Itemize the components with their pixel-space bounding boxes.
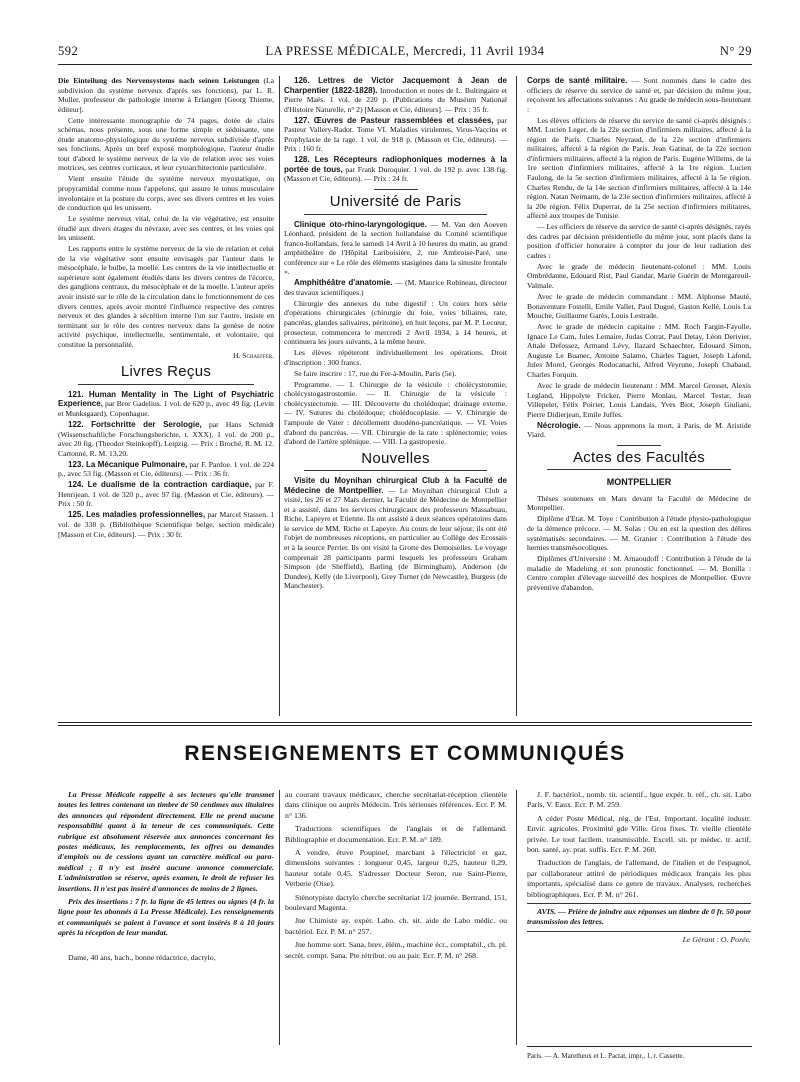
classified-ad: Traductions scientifiques de l'anglais et de l'allemand. Bibliographie et documentation. Ecr. P. M. n° 189. (285, 824, 507, 844)
classified-ad: A vendre, étuve Poupinel, marchant à l'électricité et gaz, dimensions suivantes : longueur 0,45, largeur 0,25, hauteur 0,29, hauteur totale 0,45. S'adresser Docteur Seron, rue Saint-Pierre, Verberie (Oise). (285, 848, 507, 889)
journal-title: LA PRESSE MÉDICALE, Mercredi, 11 Avril 1934 (265, 44, 545, 58)
news-entry: Clinique oto-rhino-laryngologique. — M. Van den Aoeven Léonhard, président de la section hollandaise du Comité scientifique franco-hollandais, fera le samedi 14 Avril à 10 heures du matin, au grand amphithéâtre de l'Hôpital Lariboisière, 2, rue Ambroise-Paré, une conférence sur « Le rôle des éléments stasigènes dans la sinusite frontale ». (284, 219, 507, 277)
printer-imprint: Paris. — A. Maretheux et L. Pactat, impr., 1, r. Cassette. (527, 1052, 685, 1060)
review-paragraph: Le système nerveux vital, celui de la vie végétative, est ensuite étudié aux divers étages du névraxe, avec ses centres, et les voies qui les unissent. (58, 214, 274, 243)
classified-ad: Dame, 40 ans, bach., bonne rédactrice, dactylo, (68, 952, 216, 962)
issue-number: N° 29 (719, 44, 752, 58)
header-rule (58, 64, 752, 65)
review-paragraph: Vient ensuite l'étude du système nerveux myostatique, ou propyramidal comme nous l'appelons, qui assure le tonus musculaire involontaire et la posture du corps, avec ses divers centres et les voies de conduction qui les unissent. (58, 174, 274, 213)
section-rule (58, 725, 752, 726)
military-paragraph: Avec le grade de médecin capitaine : MM. Roch Fargin-Fayolle, Ignace Le Cam, Jules Lemaire, Judas Cotrat, Paul Detay, Léon Derivier, Attale Defossez, Armand Lévy, Ilazard Schaechter, Edouard Simon, Auguste Le Buanec, Antoine Salamo, Charles Taguet, Joseph Lafond, Jules Morel, Georges Rodocanachi, Alfred Veyrune, Joseph Chabaud, Charles Forquin. (527, 322, 751, 379)
course-paragraph: Programme. — I. Chirurgie de la vésicule : cholécystotomie; cholécystogastrostomie. — II. Chirurgie de la vésicule : cholécystectomie. — III. Découverte du cholédoque; drainage externe. — IV. Sutures du cholédoque; cholédocoplasie. — V. Chirurgie de l'ampoule de Vater : décollement duodéno-pancréatique. — VI. Voies d'abord du pancréas. — VII. Chirurgie de la rate : splénectomie; voies d'abord de l'artère splénique. — VIII. La gastropexie. (284, 379, 507, 447)
separator (617, 445, 661, 446)
news-entry: Nécrologie. — Nous apprenons la mort, à Paris, de M. Aristide Viard. (527, 420, 751, 440)
notice-text: La Presse Médicale rappelle à ses lecteurs qu'elle transmet toutes les lettres contenant un timbre de 50 centimes aux titulaires des annonces qui répondent directement. Elle ne prend aucune responsabilité quant à la teneur de ces communiqués. Cette rubrique est absolument réservée aux annonces concernant les postes médicaux, les remplacements, les offres ou demandes d'emplois ou de cessions ayant un caractère médical ou para-médical ; il n'y est inséré aucune annonce commerciale. L'administration se réserve, après examen, le droit de refuser les insertions. Il n'est pas inséré d'annonces de moins de 2 lignes. (58, 790, 274, 893)
book-entry: 127. Œuvres de Pasteur rassemblées et classées, par Pasteur Vallery-Radot. Tome VI. Maladies virulentes, Virus-Vaccins et Prophylaxie de la rage. 1 vol. de 918 p. (Masson et Cie, éditeurs). — Prix : 160 fr. (284, 115, 507, 154)
column-divider (279, 790, 280, 1045)
classified-ad: A céder Poste Médical, rég. de l'Est. Important. localité industr. Envir. agricoles. Proximité gde Ville. Gros fixes. Tr. vieille clientèle privée. Le tout facilem. transmissible. Excell. sit. pr médec. tr. actif, bon. santé, ay. prat. suffis. Ecr. P. M. 260. (527, 813, 751, 855)
renseignements-heading: RENSEIGNEMENTS ET COMMUNIQUÉS (184, 742, 626, 765)
review-intro (58, 76, 274, 114)
review-paragraph: Cette intéressante monographie de 74 pages, dotée de clairs schémas, nous présente, sous une forme simple et séduisante, une étude anatomo-physiologique du système nerveux subdivisée d'après ses fonctions. Après un bref exposé morphologique, l'auteur étudie tout d'abord le système nerveux de la vie de relation avec ses voies motrices, ses centres corticaux, et leur cytoarchitectonie particulière. (58, 115, 274, 173)
book-entry: 126. Lettres de Victor Jacquemont à Jean de Charpentier (1822-1828). Introduction et notes de L. Bultingaire et Pierre Maës. 1 vol. de 220 p. (Publications du Muséum National d'Histoire Naturelle, n° 2) [Masson et Cie, éditeurs]. — Prix : 35 fr. (284, 76, 507, 114)
military-paragraph: — Les officiers de réserve du service de santé ci-après désignés, rayés des cadres par décision présidentielle du même jour, sont placés dans la position d'officier honoraire à compter du jour de leur radiation des cadres : (527, 222, 751, 260)
section-rule (547, 469, 731, 470)
classifieds-column (285, 790, 507, 964)
classified-ad: Jne Chimiste ay. expér. Labo. ch. sit. aide de Labo médic. ou bactériol. Ecr. P. M. n° 257. (285, 916, 507, 936)
military-paragraph: Les élèves officiers de réserve du service de santé ci-après désignés : MM. Lucien Leger, de la 22e section d'infirmiers militaires, affecté à la région de Paris. Charles Neyraud, de la 22e section d'infirmiers militaires, affecté à la région de Paris. Jean Gatinat, de la 22e section d'infirmiers militaires, affecté à la région de Paris. Eugène Willems, de la 1re section d'infirmiers militaires, affecté à la 1re région. Lucien Faulong, de la 5e section d'infirmiers militaires, affecté à la 5e région. Charles Rendu, de la 14e section d'infirmiers militaires, affecté à la 14e région. Natan Neimann, de la 23e section d'infirmiers militaires, affecté à la 20e région. Félix Duperrat, de la 25e section d'infirmiers militaires, affecté aux troupes de Tunisie. (527, 115, 751, 221)
book-entry: 125. Les maladies professionnelles, par Marcel Stassen. 1 vol. de 338 p. (Bibliothèque Scientifique belge, section médicale) [Masson et Cie, éditeurs]. — Prix : 30 fr. (58, 510, 274, 539)
column-3 (527, 76, 751, 716)
military-paragraph: Avec le grade de médecin lieutenant-colonel : MM. Louis Ombrédanne, Edouard Rist, Paul Gandar, Marie Guérin de Montgareuil-Valmale. (527, 261, 751, 290)
page-number: 592 (58, 44, 79, 58)
actes-facultes-heading: Actes des Facultés (572, 448, 706, 466)
gerant-signature: Le Gérant : O. Porée. (682, 934, 751, 944)
column-divider (516, 76, 517, 716)
classified-ad: Traduction de l'anglais, de l'allemand, de l'italien et de l'espagnol, par collaborateur attitré de périodiques médicaux français les plus importants, spécialisé dans ce genre de travaux. Analyses, recherches bibliographiques. Ecr. P. M. n° 261. (527, 858, 751, 899)
faculty-paragraph: Diplômes d'Université : M. Arnaoudoff : Contribution à l'étude de la maladie de Madelung et son pronostic fonctionnel. — M. Bonilla : Centre complet d'élevage surveillé des hospices de Montpellier. Œuvre préventive d'abandon. (527, 554, 751, 592)
book-entry: 128. Les Récepteurs radiophoniques modernes à la portée de tous, par Frank Duroquier. 1 vol. de 192 p. avec 138 fig. (Masson et Cie, éditeurs). — Prix : 24 fr. (284, 155, 507, 184)
column-divider (516, 790, 517, 1045)
separator (374, 189, 418, 190)
course-paragraph: Chirurgie des annexes du tube digestif : Un cours hors série d'opérations chirurgicales (chirurgie du foie, voies biliaires, rate, pancréas, glandes salivaires, péritoine), en huit leçons, par M. P. Lecœur, prosecteur, commencera le mercredi 2 Avril 1934, à 14 heures, et continuera les jours suivants, à la même heure. (284, 298, 507, 347)
classifieds-column (527, 790, 751, 948)
news-entry: Amphithéâtre d'anatomie. — (M. Maurice Robineau, directeur des travaux scientifiques.) (284, 278, 507, 297)
notice-column (58, 790, 274, 966)
classified-ad: Sténotypiste dactylo cherche secrétariat 1/2 journée. Bertrand, 151, boulevard Magenta. (285, 892, 507, 913)
universite-heading: Université de Paris (329, 193, 462, 211)
section-rule (58, 722, 752, 723)
montpellier-heading: MONTPELLIER (606, 477, 672, 488)
book-entry: 121. Human Mentality in The Light of Psychiatric Experience, par Bror Gadelius. 1 vol. de 620 p., avec 49 fig. (Levin et Munksgaard), Copenhague. (58, 389, 274, 418)
review-book-title: Die Einteilung des Nervensystems nach seinen Leistungen (58, 76, 260, 85)
military-paragraph: Avec le grade de médecin commandant : MM. Alphonse Mauté, Bonaventure Fostelli, Emile Vallet, Paul Dugué, Gaston Kellé, Louis La Mouche, Guillaume Garès, Louis Lestrade. (527, 292, 751, 321)
page-header (58, 44, 752, 64)
column-2 (284, 76, 507, 716)
review-signature: H. Schaeffer. (233, 350, 274, 360)
avis-notice: AVIS. — Prière de joindre aux réponses un timbre de 0 fr. 50 pour transmission des lettres. (527, 903, 751, 932)
course-paragraph: Les élèves répéteront individuellement les opérations. Droit d'inscription : 300 francs. (284, 348, 507, 367)
livres-recus-heading: Livres Reçus (120, 363, 212, 381)
pricing-text: Prix des insertions : 7 fr. la ligne de 45 lettres ou signes (4 fr. la ligne pour les abonnés à La Presse Médicale). Les renseignements et communiqués se paient à l'avance et sont insérés 8 à 10 jours après la réception de leur mandat. (58, 897, 274, 938)
section-rule (527, 1046, 752, 1047)
book-entry: 123. La Mécanique Pulmonaire, par F. Pardoe. 1 vol. de 224 p., avec 53 fig. (Masson et Cie, éditeurs). — Prix : 36 fr. (58, 459, 274, 479)
column-divider (279, 76, 280, 716)
book-entry: 122. Fortschritte der Serologie, par Hans Schmidt (Wissenschaftliche Forschungsberichte, t. XXX). 1 vol. de 200 p., avec 20 fig. (Theodor Steinkopff), Leipzig. — Prix : Broché, R. M. 12. Cartonné, R. M. 13,20. (58, 420, 274, 458)
review-paragraph: Les rapports entre le système nerveux de la vie de relation et celui de la vie végétative sont ensuite envisagés par l'auteur dans le mésocéphale, le bulbe, la moelle. Les centres de la vie intellectuelle et supérieure sont également étudiés dans les divers centres de l'écorce, des ganglions centraux, du mésocéphale et de la moelle. L'auteur après avoir insisté sur le rôle de la circulation dans le fonctionnement de ces divers centres, après avoir montré l'influence respective des centres nerveux et des glandes à sécrétion interne l'un sur l'autre, insiste en terminant sur le rôle des centres nerveux dans la genèse de notre activité psychique, intellectuelle, sentimentale, et volontaire, qui constitue la personnalité. (58, 244, 274, 349)
classified-ad: J. F. bactériol., nomb. tit. scientif., lgue expér. b. réf., ch. sit. Labo Paris, V. Eaux. Ecr. P. M. 259. (527, 790, 751, 810)
military-paragraph: Avec le grade de médecin lieutenant : MM. Marcel Grosset, Alexis Legland, Hippolyte Fricker, Pierre Monlau, Marcel Testar, Jean Villepelet, Félix Poirier, Louis Landais, Yves Biot, Joseph Giuliani, Pierre Didierjean, Emile Juffes. (527, 380, 751, 419)
nouvelles-heading: Nouvelles (361, 449, 430, 467)
faculty-paragraph: Thèses soutenues en Mars devant la Faculté de Médecine de Montpellier. (527, 493, 751, 513)
news-entry: Visite du Moynihan chirurgical Club à la Faculté de Médecine de Montpellier. — Le Moynihan chirurgical Club a visité, les 26 et 27 Mars dernier, la Faculté de Médecine de Montpellier et a assisté, dans les services chirurgicaux des professeurs Massabuau, Riche, Lapeyre et Etienne. Ils ont assisté à deux séances opératoires dans le service de MM. Riche et Lapeyre. Au cours de leur séjour, ils ont été l'objet de nombreuses réceptions, en particulier au Collège des Ecossais et à la source Perrier. Ils ont visité la Grotte des Demoiselles. Le voyage comprenait 28 participants parmi lesquels les professeurs Graham Simpson (de Sheffield), Barling (de Birmingham), Anderson (de Dundee), Kelly (de Liverpool), Grey Turner (de Newcastle), Burgess (de Manchester). (284, 476, 507, 591)
review-book-details: (La subdivision du système nerveux d'après ses fonctions), par L. R. Muller, professeur de pathologie interne à Erlangen [Georg Thieme, éditeur]. (58, 76, 274, 114)
classified-ad: Jne homme sort. Sana, brev. élém., machine écr., comptabil., ch. pl. secrét. compt. Sana. Pte rétribut. ou au pair. Ecr. P. M. n° 268. (285, 940, 507, 960)
news-entry: Corps de santé militaire. — Sont nommés dans le cadre des officiers de réserve du service de santé et, par décision du même jour, reçoivent les affectations suivantes : Au grade de médecin sous-lieutenant : (527, 76, 751, 114)
faculty-paragraph: Diplôme d'Etat. M. Toye : Contribution à l'étude physio-pathologique de la démence précoce. — M. Solas : Ou en est la question des délires systématisés secondaires. — M. Granier : Contribution à l'étude des hernies transmésocoliques. (527, 514, 751, 553)
book-entry: 124. Le dualisme de la contraction cardiaque, par F. Henrijean. 1 vol. de 320 p., avec 97 fig. (Masson et Cie, éditeurs). — Prix : 50 fr. (58, 480, 274, 509)
classified-ad: au courant travaux médicaux, cherche secrétariat-réception clientèle dans clinique ou auprès Médecin. Très sérieuses références. Ecr. P. M. n° 136. (285, 790, 507, 820)
column-1 (58, 76, 274, 716)
course-paragraph: Se faire inscrire : 17, rue du Fer-à-Moulin, Paris (5e). (294, 368, 457, 378)
